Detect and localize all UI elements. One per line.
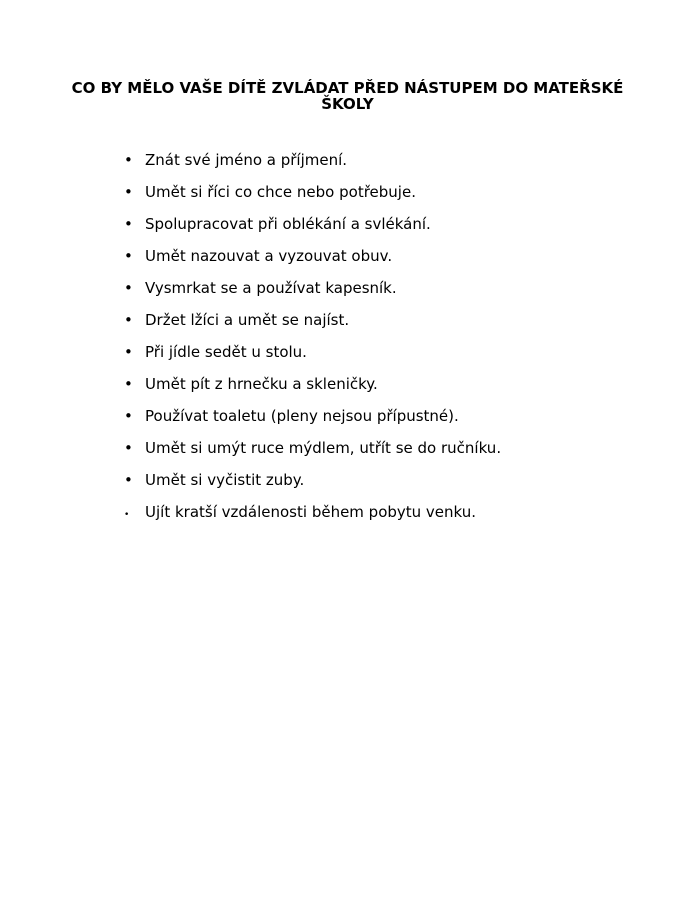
bullet-icon: • — [124, 510, 130, 520]
list-item — [124, 311, 695, 330]
bullet-icon: • — [124, 439, 133, 457]
list-item — [124, 407, 695, 426]
list-item — [124, 375, 695, 394]
list-item — [124, 215, 695, 234]
list-item — [124, 471, 695, 490]
bullet-icon: • — [124, 215, 133, 233]
list-item-text: Umět pít z hrnečku a skleničky. — [145, 375, 378, 393]
list-item — [124, 439, 695, 458]
list-item-text: Spolupracovat při oblékání a svlékání. — [145, 215, 431, 233]
list-item — [124, 503, 695, 525]
checklist — [124, 151, 695, 525]
list-item-text: Umět nazouvat a vyzouvat obuv. — [145, 247, 393, 265]
list-item — [124, 247, 695, 266]
bullet-icon: • — [124, 279, 133, 297]
bullet-icon: • — [124, 407, 133, 425]
list-item-text: Vysmrkat se a používat kapesník. — [145, 279, 397, 297]
list-item-text: Používat toaletu (pleny nejsou přípustné). — [145, 407, 459, 425]
bullet-icon: • — [124, 151, 133, 169]
list-item-text: Při jídle sedět u stolu. — [145, 343, 307, 361]
bullet-icon: • — [124, 247, 133, 265]
list-item-text: Umět si říci co chce nebo potřebuje. — [145, 183, 416, 201]
list-item-text: Znát své jméno a příjmení. — [145, 151, 348, 169]
bullet-icon: • — [124, 183, 133, 201]
list-item-text: Umět si umýt ruce mýdlem, utřít se do ručníku. — [145, 439, 502, 457]
bullet-icon: • — [124, 471, 133, 489]
list-item — [124, 183, 695, 202]
document-title: CO BY MĚLO VAŠE DÍTĚ ZVLÁDAT PŘED NÁSTUPEM DO MATEŘSKÉ ŠKOLY — [71, 79, 624, 113]
bullet-icon: • — [124, 311, 133, 329]
list-item — [124, 343, 695, 362]
bullet-icon: • — [124, 343, 133, 361]
list-item-text: Držet lžíci a umět se najíst. — [145, 311, 350, 329]
list-item-text: Ujít kratší vzdálenosti během pobytu venku. — [145, 503, 477, 521]
list-item-text: Umět si vyčistit zuby. — [145, 471, 305, 489]
list-item — [124, 279, 695, 298]
bullet-icon: • — [124, 375, 133, 393]
list-item — [124, 151, 695, 170]
